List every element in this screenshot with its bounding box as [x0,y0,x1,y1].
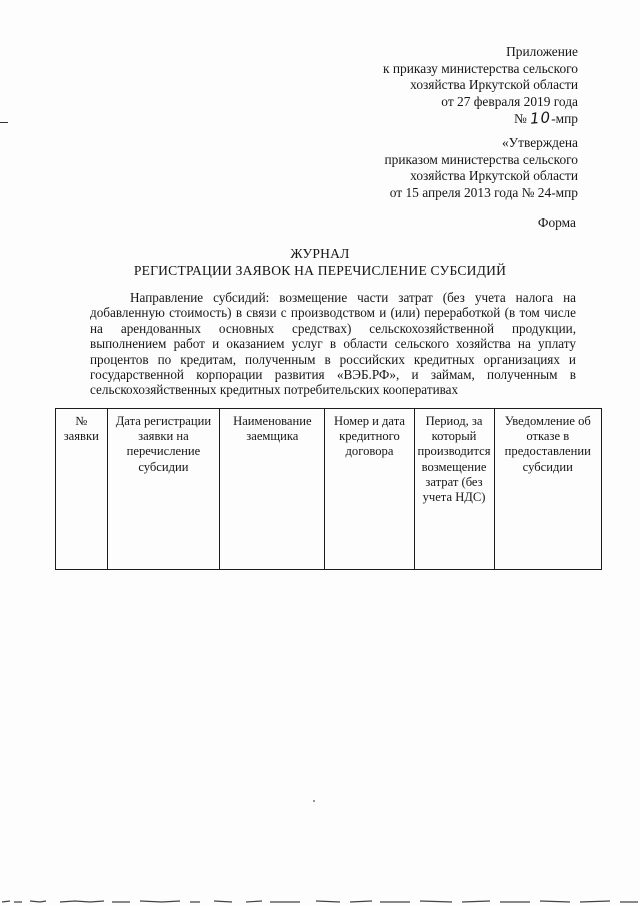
handwritten-order-number: 10 [529,108,552,129]
header-cell-registration-date: Дата регистрации заявки на перечисление субсидии [107,409,220,570]
appendix-line: к приказу министерства сельского [383,60,578,76]
appendix-order-number [383,110,578,128]
scan-bottom-edge [0,897,640,905]
header-cell-refusal-notice: Уведомление об отказе в предоставлении субсидии [494,409,601,570]
title-line: ЖУРНАЛ [290,246,350,261]
approval-line: «Утверждена [501,135,578,150]
scan-speck [313,800,315,802]
title-line: РЕГИСТРАЦИИ ЗАЯВОК НА ПЕРЕЧИСЛЕНИЕ СУБСИДИЙ [133,263,507,278]
appendix-line: Приложение [506,44,578,59]
approval-line: приказом министерства сельского [384,151,578,167]
order-suffix: -мпр [551,111,578,127]
header-cell-period: Период, за который производится возмещение затрат (без учета НДС) [414,409,494,570]
appendix-block [383,44,578,128]
header-cell-borrower-name: Наименование заемщика [220,409,325,570]
approval-line: от 15 апреля 2013 года № 24-мпр [389,184,578,200]
form-label: Форма [537,215,576,230]
approval-block [384,135,578,201]
appendix-line: хозяйства Иркутской области [410,77,578,93]
approval-line: хозяйства Иркутской области [410,168,578,184]
appendix-date: от 27 февраля 2019 года [441,93,578,109]
subsidy-direction-paragraph: Направление субсидий: возмещение части затрат (без учета налога на добавленную стоимость) в связи с производством и (или) переработкой (в том числе на арендованных основных средствах) сельскохозяйственной продукции, выполнением работ и оказанием услуг в области сельского хозяйства на уплату процентов по кредитам, полученным в российских кредитных организациях и государственной корпорации развития «ВЭБ.РФ», и займам, полученным в сельскохозяйственных кредитных потребительских кооперативах [90,290,576,398]
scan-margin-mark [0,122,8,123]
header-cell-application-number: № заявки [56,409,108,570]
header-cell-loan-agreement: Номер и дата кредитного договора [325,409,414,570]
journal-table [55,408,602,570]
table-header-row [56,409,602,570]
document-title [0,245,640,279]
number-sign: № [513,111,527,127]
